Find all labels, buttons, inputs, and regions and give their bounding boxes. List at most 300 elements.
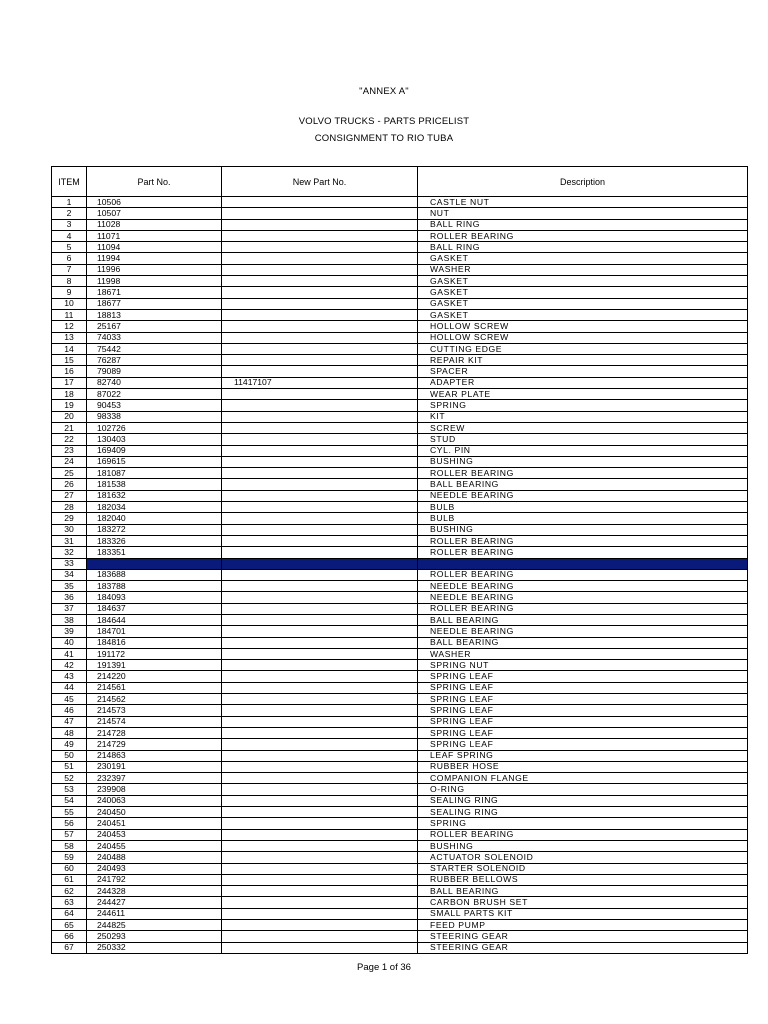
cell-description[interactable]: SMALL PARTS KIT <box>418 908 748 919</box>
cell-new-part-no[interactable]: 11417107 <box>222 377 418 388</box>
cell-description[interactable]: ROLLER BEARING <box>418 829 748 840</box>
cell-item[interactable]: 18 <box>52 389 87 400</box>
cell-part-no[interactable]: 240450 <box>87 807 222 818</box>
cell-item[interactable]: 52 <box>52 773 87 784</box>
cell-description[interactable]: STEERING GEAR <box>418 931 748 942</box>
cell-part-no[interactable]: 102726 <box>87 422 222 433</box>
cell-part-no[interactable]: 18813 <box>87 309 222 320</box>
table-row[interactable] <box>52 298 748 309</box>
table-row[interactable] <box>52 547 748 558</box>
cell-description[interactable]: STEERING GEAR <box>418 942 748 953</box>
table-row[interactable] <box>52 456 748 467</box>
cell-new-part-no[interactable] <box>222 524 418 535</box>
cell-new-part-no[interactable] <box>222 727 418 738</box>
cell-new-part-no[interactable] <box>222 761 418 772</box>
table-row[interactable] <box>52 897 748 908</box>
cell-part-no[interactable]: 240493 <box>87 863 222 874</box>
cell-item[interactable]: 8 <box>52 276 87 287</box>
table-row[interactable] <box>52 264 748 275</box>
cell-item[interactable]: 11 <box>52 309 87 320</box>
cell-item[interactable]: 59 <box>52 852 87 863</box>
cell-description[interactable]: SPRING NUT <box>418 660 748 671</box>
cell-part-no[interactable]: 250293 <box>87 931 222 942</box>
column-header-description[interactable]: Description <box>418 167 748 197</box>
table-row[interactable] <box>52 343 748 354</box>
cell-description[interactable]: O-RING <box>418 784 748 795</box>
cell-new-part-no[interactable] <box>222 253 418 264</box>
cell-item[interactable]: 55 <box>52 807 87 818</box>
cell-new-part-no[interactable] <box>222 366 418 377</box>
cell-part-no[interactable]: 183688 <box>87 569 222 580</box>
cell-part-no[interactable]: 183351 <box>87 547 222 558</box>
cell-new-part-no[interactable] <box>222 603 418 614</box>
cell-part-no[interactable]: 244427 <box>87 897 222 908</box>
cell-item[interactable]: 41 <box>52 648 87 659</box>
cell-part-no[interactable]: 18677 <box>87 298 222 309</box>
cell-description[interactable]: NEEDLE BEARING <box>418 581 748 592</box>
table-row[interactable] <box>52 739 748 750</box>
cell-description[interactable]: NEEDLE BEARING <box>418 490 748 501</box>
cell-part-no[interactable]: 214573 <box>87 705 222 716</box>
table-row[interactable] <box>52 422 748 433</box>
cell-new-part-no[interactable] <box>222 750 418 761</box>
cell-item[interactable]: 28 <box>52 502 87 513</box>
cell-part-no[interactable]: 244611 <box>87 908 222 919</box>
cell-item[interactable]: 44 <box>52 682 87 693</box>
cell-part-no[interactable]: 11998 <box>87 276 222 287</box>
table-row[interactable] <box>52 682 748 693</box>
cell-new-part-no[interactable] <box>222 535 418 546</box>
cell-new-part-no[interactable] <box>222 920 418 931</box>
cell-new-part-no[interactable] <box>222 840 418 851</box>
cell-new-part-no[interactable] <box>222 309 418 320</box>
cell-item[interactable]: 38 <box>52 614 87 625</box>
cell-description[interactable]: GASKET <box>418 276 748 287</box>
cell-description[interactable]: STARTER SOLENOID <box>418 863 748 874</box>
table-row[interactable] <box>52 558 748 569</box>
table-row[interactable] <box>52 795 748 806</box>
table-row[interactable] <box>52 920 748 931</box>
cell-item[interactable]: 36 <box>52 592 87 603</box>
cell-description[interactable]: HOLLOW SCREW <box>418 321 748 332</box>
cell-item[interactable]: 63 <box>52 897 87 908</box>
table-row[interactable] <box>52 761 748 772</box>
cell-description[interactable]: BALL RING <box>418 219 748 230</box>
cell-description[interactable]: SEALING RING <box>418 795 748 806</box>
cell-description[interactable]: GASKET <box>418 298 748 309</box>
table-row[interactable] <box>52 569 748 580</box>
cell-part-no[interactable]: 230191 <box>87 761 222 772</box>
cell-description[interactable]: CUTTING EDGE <box>418 343 748 354</box>
cell-part-no[interactable]: 241792 <box>87 874 222 885</box>
cell-item[interactable]: 4 <box>52 230 87 241</box>
cell-description[interactable]: BALL BEARING <box>418 886 748 897</box>
cell-new-part-no[interactable] <box>222 355 418 366</box>
cell-item[interactable]: 42 <box>52 660 87 671</box>
cell-item[interactable]: 34 <box>52 569 87 580</box>
cell-part-no[interactable]: 240455 <box>87 840 222 851</box>
cell-new-part-no[interactable] <box>222 637 418 648</box>
cell-part-no[interactable]: 240453 <box>87 829 222 840</box>
cell-part-no[interactable]: 181538 <box>87 479 222 490</box>
table-row[interactable] <box>52 535 748 546</box>
table-row[interactable] <box>52 671 748 682</box>
table-row[interactable] <box>52 626 748 637</box>
cell-part-no[interactable]: 18671 <box>87 287 222 298</box>
cell-new-part-no[interactable] <box>222 773 418 784</box>
cell-new-part-no[interactable] <box>222 897 418 908</box>
cell-new-part-no[interactable] <box>222 321 418 332</box>
cell-new-part-no[interactable] <box>222 818 418 829</box>
cell-item[interactable]: 49 <box>52 739 87 750</box>
cell-part-no[interactable]: 184637 <box>87 603 222 614</box>
cell-description[interactable]: GASKET <box>418 253 748 264</box>
cell-new-part-no[interactable] <box>222 558 418 569</box>
cell-item[interactable]: 27 <box>52 490 87 501</box>
cell-new-part-no[interactable] <box>222 434 418 445</box>
cell-description[interactable]: ACTUATOR SOLENOID <box>418 852 748 863</box>
cell-item[interactable]: 14 <box>52 343 87 354</box>
cell-description[interactable]: BALL RING <box>418 242 748 253</box>
cell-description[interactable]: WEAR PLATE <box>418 389 748 400</box>
cell-item[interactable]: 30 <box>52 524 87 535</box>
cell-item[interactable]: 43 <box>52 671 87 682</box>
cell-item[interactable]: 31 <box>52 535 87 546</box>
cell-description[interactable]: BALL BEARING <box>418 479 748 490</box>
cell-part-no[interactable]: 184093 <box>87 592 222 603</box>
table-row[interactable] <box>52 637 748 648</box>
table-row[interactable] <box>52 908 748 919</box>
cell-description[interactable]: CYL. PIN <box>418 445 748 456</box>
cell-new-part-no[interactable] <box>222 400 418 411</box>
cell-part-no[interactable]: 184816 <box>87 637 222 648</box>
cell-description[interactable]: ROLLER BEARING <box>418 468 748 479</box>
cell-part-no[interactable]: 181087 <box>87 468 222 479</box>
cell-new-part-no[interactable] <box>222 592 418 603</box>
cell-description[interactable]: WASHER <box>418 648 748 659</box>
table-row[interactable] <box>52 197 748 208</box>
cell-part-no[interactable]: 11994 <box>87 253 222 264</box>
cell-new-part-no[interactable] <box>222 502 418 513</box>
table-row[interactable] <box>52 840 748 851</box>
table-row[interactable] <box>52 863 748 874</box>
table-row[interactable] <box>52 321 748 332</box>
table-row[interactable] <box>52 852 748 863</box>
cell-new-part-no[interactable] <box>222 614 418 625</box>
cell-item[interactable]: 33 <box>52 558 87 569</box>
cell-new-part-no[interactable] <box>222 456 418 467</box>
table-row[interactable] <box>52 434 748 445</box>
table-row[interactable] <box>52 377 748 388</box>
cell-part-no[interactable]: 82740 <box>87 377 222 388</box>
cell-new-part-no[interactable] <box>222 569 418 580</box>
cell-part-no[interactable]: 183788 <box>87 581 222 592</box>
table-row[interactable] <box>52 694 748 705</box>
cell-new-part-no[interactable] <box>222 197 418 208</box>
cell-description[interactable]: SPRING <box>418 818 748 829</box>
cell-description[interactable]: COMPANION FLANGE <box>418 773 748 784</box>
cell-new-part-no[interactable] <box>222 264 418 275</box>
cell-description[interactable]: NUT <box>418 208 748 219</box>
cell-description[interactable]: SPRING LEAF <box>418 716 748 727</box>
cell-part-no[interactable]: 11094 <box>87 242 222 253</box>
cell-part-no[interactable]: 244825 <box>87 920 222 931</box>
cell-description[interactable]: KIT <box>418 411 748 422</box>
cell-part-no[interactable]: 240451 <box>87 818 222 829</box>
cell-description[interactable]: ROLLER BEARING <box>418 230 748 241</box>
cell-part-no[interactable]: 90453 <box>87 400 222 411</box>
cell-new-part-no[interactable] <box>222 411 418 422</box>
cell-description[interactable]: SCREW <box>418 422 748 433</box>
table-row[interactable] <box>52 287 748 298</box>
cell-new-part-no[interactable] <box>222 682 418 693</box>
cell-item[interactable]: 2 <box>52 208 87 219</box>
cell-item[interactable]: 51 <box>52 761 87 772</box>
cell-description[interactable]: WASHER <box>418 264 748 275</box>
cell-new-part-no[interactable] <box>222 389 418 400</box>
cell-description[interactable]: LEAF SPRING <box>418 750 748 761</box>
cell-description[interactable]: FEED PUMP <box>418 920 748 931</box>
cell-description[interactable]: REPAIR KIT <box>418 355 748 366</box>
cell-part-no[interactable]: 182040 <box>87 513 222 524</box>
cell-item[interactable]: 46 <box>52 705 87 716</box>
cell-new-part-no[interactable] <box>222 581 418 592</box>
cell-part-no[interactable]: 183326 <box>87 535 222 546</box>
cell-new-part-no[interactable] <box>222 807 418 818</box>
cell-part-no[interactable]: 244328 <box>87 886 222 897</box>
cell-description[interactable]: SEALING RING <box>418 807 748 818</box>
cell-item[interactable]: 19 <box>52 400 87 411</box>
cell-new-part-no[interactable] <box>222 852 418 863</box>
table-row[interactable] <box>52 660 748 671</box>
cell-part-no[interactable]: 25167 <box>87 321 222 332</box>
cell-part-no[interactable]: 184644 <box>87 614 222 625</box>
cell-description[interactable]: GASKET <box>418 309 748 320</box>
table-row[interactable] <box>52 513 748 524</box>
cell-description[interactable]: ROLLER BEARING <box>418 569 748 580</box>
cell-item[interactable]: 66 <box>52 931 87 942</box>
cell-part-no[interactable]: 74033 <box>87 332 222 343</box>
table-row[interactable] <box>52 468 748 479</box>
cell-part-no[interactable]: 191391 <box>87 660 222 671</box>
cell-description[interactable]: GASKET <box>418 287 748 298</box>
cell-part-no[interactable]: 11071 <box>87 230 222 241</box>
cell-part-no[interactable]: 214562 <box>87 694 222 705</box>
cell-description[interactable]: SPRING LEAF <box>418 739 748 750</box>
cell-item[interactable]: 35 <box>52 581 87 592</box>
cell-item[interactable]: 29 <box>52 513 87 524</box>
cell-description[interactable]: NEEDLE BEARING <box>418 592 748 603</box>
table-row[interactable] <box>52 886 748 897</box>
cell-description[interactable]: ADAPTER <box>418 377 748 388</box>
cell-description[interactable]: STUD <box>418 434 748 445</box>
cell-new-part-no[interactable] <box>222 874 418 885</box>
cell-new-part-no[interactable] <box>222 287 418 298</box>
cell-part-no[interactable]: 130403 <box>87 434 222 445</box>
cell-new-part-no[interactable] <box>222 716 418 727</box>
table-row[interactable] <box>52 807 748 818</box>
cell-new-part-no[interactable] <box>222 739 418 750</box>
cell-part-no[interactable]: 76287 <box>87 355 222 366</box>
cell-description[interactable]: BALL BEARING <box>418 614 748 625</box>
cell-item[interactable]: 17 <box>52 377 87 388</box>
table-row[interactable] <box>52 219 748 230</box>
table-row[interactable] <box>52 784 748 795</box>
cell-new-part-no[interactable] <box>222 931 418 942</box>
cell-new-part-no[interactable] <box>222 230 418 241</box>
cell-description[interactable]: BUSHING <box>418 524 748 535</box>
cell-item[interactable]: 48 <box>52 727 87 738</box>
cell-new-part-no[interactable] <box>222 784 418 795</box>
cell-part-no[interactable]: 214574 <box>87 716 222 727</box>
cell-description[interactable]: RUBBER BELLOWS <box>418 874 748 885</box>
cell-new-part-no[interactable] <box>222 886 418 897</box>
cell-new-part-no[interactable] <box>222 242 418 253</box>
table-row[interactable] <box>52 445 748 456</box>
cell-part-no[interactable]: 98338 <box>87 411 222 422</box>
table-row[interactable] <box>52 208 748 219</box>
table-row[interactable] <box>52 581 748 592</box>
cell-part-no[interactable]: 183272 <box>87 524 222 535</box>
table-row[interactable] <box>52 411 748 422</box>
cell-new-part-no[interactable] <box>222 208 418 219</box>
table-row[interactable] <box>52 490 748 501</box>
cell-part-no[interactable]: 239908 <box>87 784 222 795</box>
cell-part-no[interactable]: 10506 <box>87 197 222 208</box>
cell-item[interactable]: 32 <box>52 547 87 558</box>
cell-description[interactable]: SPRING LEAF <box>418 671 748 682</box>
cell-item[interactable]: 16 <box>52 366 87 377</box>
cell-item[interactable]: 10 <box>52 298 87 309</box>
cell-new-part-no[interactable] <box>222 332 418 343</box>
cell-item[interactable]: 39 <box>52 626 87 637</box>
cell-item[interactable]: 47 <box>52 716 87 727</box>
cell-item[interactable]: 64 <box>52 908 87 919</box>
cell-part-no[interactable]: 79089 <box>87 366 222 377</box>
table-row[interactable] <box>52 309 748 320</box>
cell-description[interactable]: SPRING LEAF <box>418 727 748 738</box>
table-row[interactable] <box>52 705 748 716</box>
cell-item[interactable]: 60 <box>52 863 87 874</box>
cell-part-no[interactable]: 250332 <box>87 942 222 953</box>
cell-description[interactable]: RUBBER HOSE <box>418 761 748 772</box>
table-row[interactable] <box>52 524 748 535</box>
table-row[interactable] <box>52 727 748 738</box>
cell-description[interactable]: SPRING <box>418 400 748 411</box>
cell-part-no[interactable]: 87022 <box>87 389 222 400</box>
cell-item[interactable]: 3 <box>52 219 87 230</box>
cell-new-part-no[interactable] <box>222 863 418 874</box>
table-row[interactable] <box>52 614 748 625</box>
cell-part-no[interactable]: 214220 <box>87 671 222 682</box>
cell-item[interactable]: 12 <box>52 321 87 332</box>
table-row[interactable] <box>52 400 748 411</box>
cell-item[interactable]: 61 <box>52 874 87 885</box>
table-row[interactable] <box>52 366 748 377</box>
cell-part-no[interactable]: 232397 <box>87 773 222 784</box>
cell-part-no[interactable]: 169409 <box>87 445 222 456</box>
cell-description[interactable]: NEEDLE BEARING <box>418 626 748 637</box>
cell-item[interactable]: 26 <box>52 479 87 490</box>
cell-new-part-no[interactable] <box>222 908 418 919</box>
table-row[interactable] <box>52 931 748 942</box>
table-row[interactable] <box>52 648 748 659</box>
cell-new-part-no[interactable] <box>222 829 418 840</box>
cell-part-no[interactable]: 75442 <box>87 343 222 354</box>
cell-item[interactable]: 62 <box>52 886 87 897</box>
cell-item[interactable]: 24 <box>52 456 87 467</box>
cell-description[interactable]: BUSHING <box>418 840 748 851</box>
cell-new-part-no[interactable] <box>222 343 418 354</box>
cell-item[interactable]: 50 <box>52 750 87 761</box>
cell-description[interactable]: ROLLER BEARING <box>418 547 748 558</box>
cell-part-no[interactable]: 11996 <box>87 264 222 275</box>
cell-description[interactable]: BULB <box>418 502 748 513</box>
cell-description[interactable]: CARBON BRUSH SET <box>418 897 748 908</box>
table-row[interactable] <box>52 479 748 490</box>
cell-new-part-no[interactable] <box>222 276 418 287</box>
column-header-part-no[interactable]: Part No. <box>87 167 222 197</box>
cell-new-part-no[interactable] <box>222 513 418 524</box>
table-row[interactable] <box>52 818 748 829</box>
table-row[interactable] <box>52 276 748 287</box>
cell-item[interactable]: 7 <box>52 264 87 275</box>
cell-part-no[interactable]: 191172 <box>87 648 222 659</box>
cell-item[interactable]: 9 <box>52 287 87 298</box>
cell-part-no[interactable]: 214729 <box>87 739 222 750</box>
table-row[interactable] <box>52 332 748 343</box>
cell-new-part-no[interactable] <box>222 422 418 433</box>
table-row[interactable] <box>52 773 748 784</box>
cell-part-no[interactable]: 169615 <box>87 456 222 467</box>
cell-item[interactable]: 25 <box>52 468 87 479</box>
table-row[interactable] <box>52 829 748 840</box>
cell-item[interactable]: 53 <box>52 784 87 795</box>
cell-part-no[interactable]: 240488 <box>87 852 222 863</box>
cell-new-part-no[interactable] <box>222 479 418 490</box>
cell-item[interactable]: 22 <box>52 434 87 445</box>
table-row[interactable] <box>52 874 748 885</box>
cell-part-no[interactable]: 214561 <box>87 682 222 693</box>
table-row[interactable] <box>52 592 748 603</box>
cell-item[interactable]: 1 <box>52 197 87 208</box>
cell-new-part-no[interactable] <box>222 547 418 558</box>
table-row[interactable] <box>52 253 748 264</box>
table-row[interactable] <box>52 355 748 366</box>
table-row[interactable] <box>52 389 748 400</box>
cell-description[interactable]: ROLLER BEARING <box>418 535 748 546</box>
cell-new-part-no[interactable] <box>222 694 418 705</box>
column-header-item[interactable]: ITEM <box>52 167 87 197</box>
cell-new-part-no[interactable] <box>222 626 418 637</box>
cell-item[interactable]: 37 <box>52 603 87 614</box>
cell-new-part-no[interactable] <box>222 671 418 682</box>
cell-description[interactable]: SPRING LEAF <box>418 682 748 693</box>
cell-item[interactable]: 56 <box>52 818 87 829</box>
cell-new-part-no[interactable] <box>222 490 418 501</box>
cell-part-no[interactable] <box>87 558 222 569</box>
column-header-new-part-no[interactable]: New Part No. <box>222 167 418 197</box>
cell-part-no[interactable]: 240063 <box>87 795 222 806</box>
cell-new-part-no[interactable] <box>222 445 418 456</box>
table-row[interactable] <box>52 942 748 953</box>
cell-part-no[interactable]: 11028 <box>87 219 222 230</box>
cell-item[interactable]: 23 <box>52 445 87 456</box>
table-row[interactable] <box>52 242 748 253</box>
cell-item[interactable]: 6 <box>52 253 87 264</box>
cell-part-no[interactable]: 214863 <box>87 750 222 761</box>
cell-item[interactable]: 54 <box>52 795 87 806</box>
